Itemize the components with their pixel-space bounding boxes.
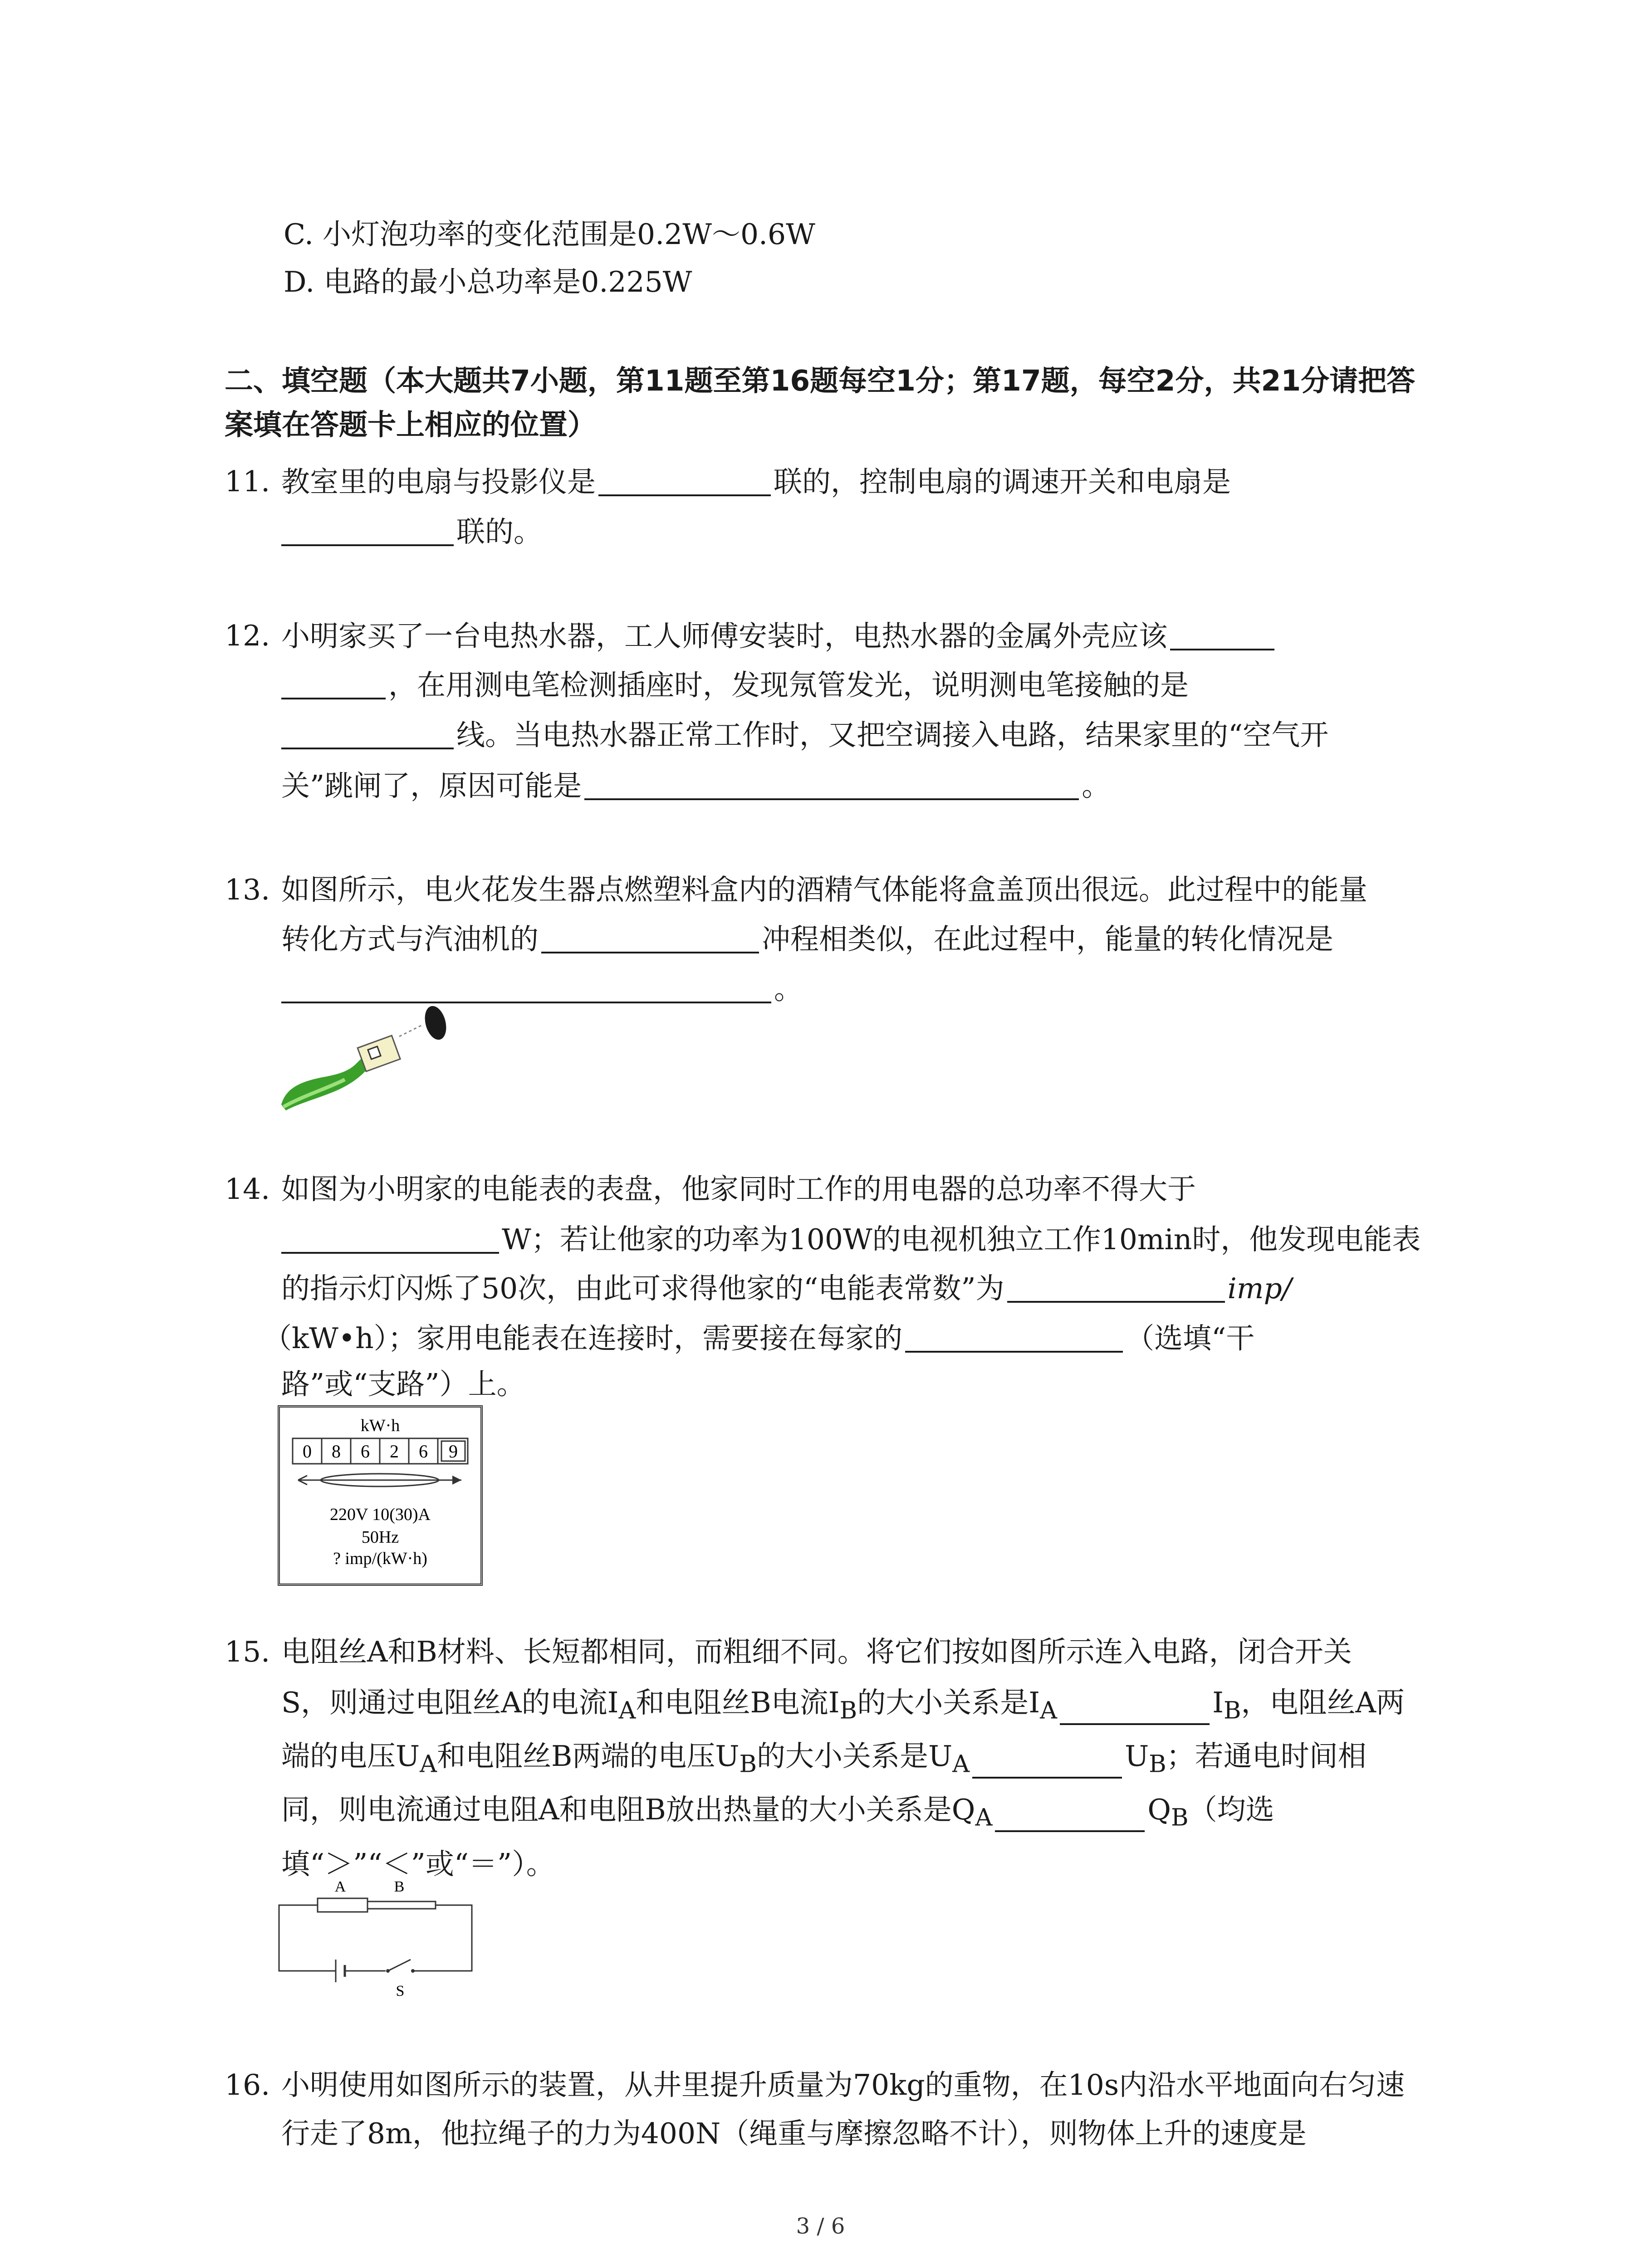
- q15-line5: 填“＞”“＜”或“＝”）。: [281, 1848, 555, 1881]
- q16-line2: 行走了8m，他拉绳子的力为400N（绳重与摩擦忽略不计），则物体上升的速度是: [281, 2117, 1307, 2150]
- meter-frequency: 50Hz: [361, 1528, 399, 1547]
- q14-blank-3[interactable]: [905, 1324, 1123, 1353]
- q12-number: 12.: [225, 619, 270, 652]
- q12-line1: [281, 620, 1277, 653]
- q15-text-g: 和电阻丝B两端的电压U: [437, 1740, 740, 1773]
- q12-blank-2[interactable]: [281, 720, 454, 749]
- q15-text-m: （均选: [1188, 1793, 1274, 1826]
- q15-sub: B: [739, 1750, 757, 1778]
- section-heading-line1: 二、填空题（本大题共7小题，第11题至第16题每空1分；第17题，每空2分，共21分请把答: [225, 364, 1416, 397]
- battery-icon: [336, 1960, 386, 1982]
- q15-sub: A: [975, 1804, 993, 1832]
- electricity-meter-dial: [280, 1408, 480, 1584]
- meter-rating: 220V 10(30)A: [329, 1505, 431, 1524]
- meter-digit: 0: [303, 1441, 312, 1461]
- q15-text-l: Q: [1147, 1793, 1171, 1826]
- q14-line5: 路”或“支路”）上。: [281, 1368, 525, 1401]
- q11-text-c: 联的。: [456, 515, 542, 548]
- q12-blank-1b[interactable]: [281, 670, 386, 699]
- q14-text-e: （kW•h）；家用电能表在连接时，需要接在每家的: [263, 1322, 903, 1355]
- q14-text-d: imp/: [1227, 1272, 1292, 1305]
- meter-indicator-arrow: [298, 1474, 461, 1486]
- q16-number: 16.: [225, 2068, 270, 2102]
- q14-text-c: 的指示灯闪烁了50次，由此可求得他家的“电能表常数”为: [281, 1272, 1004, 1305]
- q15-text-k: 同，则电流通过电阻A和电阻B放出热量的大小关系是Q: [281, 1793, 975, 1826]
- q11-line2: [281, 517, 542, 546]
- meter-constant: ? imp/(kW·h): [333, 1549, 427, 1568]
- q11-blank-1[interactable]: [598, 467, 771, 496]
- meter-digit: 8: [332, 1441, 341, 1461]
- q12-text-d: 关”跳闸了，原因可能是: [281, 769, 582, 802]
- meter-digit: 9: [449, 1441, 458, 1461]
- section-heading-line2: 案填在答题卡上相应的位置）: [225, 408, 596, 441]
- resistor-b: [367, 1901, 436, 1909]
- q14-line1: 如图为小明家的电能表的表盘，他家同时工作的用电器的总功率不得大于: [281, 1173, 1196, 1206]
- q15-sub: B: [1223, 1696, 1241, 1725]
- q11-number: 11.: [225, 465, 270, 498]
- spark-generator-figure: [272, 998, 463, 1116]
- q15-text-d: I: [1212, 1686, 1224, 1719]
- q15-text-a: S，则通过电阻丝A的电流I: [281, 1686, 619, 1719]
- q15-text-e: ，电阻丝A两: [1241, 1686, 1405, 1719]
- q15-number: 15.: [225, 1635, 270, 1668]
- q13-line1: 如图所示，电火花发生器点燃塑料盒内的酒精气体能将盒盖顶出很远。此过程中的能量: [281, 873, 1367, 906]
- q15-line1: 电阻丝A和B材料、长短都相同，而粗细不同。将它们按如图所示连入电路，闭合开关: [281, 1635, 1352, 1668]
- q14-blank-1[interactable]: [281, 1225, 499, 1254]
- q13-text-a: 转化方式与汽油机的: [281, 923, 539, 956]
- q15-sub: A: [952, 1750, 970, 1778]
- q15-sub: B: [1149, 1750, 1166, 1778]
- meter-digit: 6: [361, 1441, 370, 1461]
- page-number: 3 / 6: [796, 2214, 845, 2239]
- meter-digit: 2: [390, 1441, 399, 1461]
- q12-blank-3[interactable]: [584, 771, 1079, 800]
- q11-text-b: 联的，控制电扇的调速开关和电扇是: [774, 465, 1231, 499]
- q14-blank-2[interactable]: [1007, 1274, 1225, 1303]
- q15-sub: A: [420, 1750, 437, 1778]
- resistor-b-label: B: [394, 1878, 405, 1895]
- q15-blank-2[interactable]: [972, 1750, 1122, 1779]
- q13-blank-1[interactable]: [541, 924, 759, 953]
- q10-option-d: D. 电路的最小总功率是0.225W: [284, 265, 692, 298]
- q15-text-f: 端的电压U: [281, 1740, 420, 1773]
- q12-text-b: ，在用测电笔检测插座时，发现氖管发光，说明测电笔接触的是: [388, 669, 1189, 702]
- q15-text-b: 和电阻丝B电流I: [636, 1686, 840, 1719]
- q12-text-e: 。: [1082, 769, 1111, 802]
- q12-text-a: 小明家买了一台电热水器，工人师傅安装时，电热水器的金属外壳应该: [281, 620, 1167, 653]
- q15-blank-3[interactable]: [995, 1803, 1145, 1832]
- circuit-diagram: [272, 1873, 481, 2000]
- q15-sub: B: [1171, 1804, 1189, 1832]
- q11-blank-2[interactable]: [281, 517, 454, 546]
- switch-icon: [386, 1960, 415, 1973]
- q15-line2: [281, 1688, 1405, 1725]
- q14-line4: [263, 1324, 1254, 1353]
- q12-line2: [281, 669, 1189, 702]
- electricity-meter-figure: [278, 1405, 483, 1586]
- q15-sub: A: [1040, 1696, 1058, 1725]
- q15-sub: A: [618, 1696, 636, 1725]
- q14-number: 14.: [225, 1173, 270, 1206]
- wire-left: [279, 1905, 336, 1971]
- q11-line1: [281, 465, 1231, 499]
- q15-blank-1[interactable]: [1060, 1696, 1210, 1725]
- q13-line2: [281, 923, 1333, 956]
- q12-line4: [281, 771, 1110, 800]
- meter-unit: kW·h: [360, 1416, 400, 1435]
- q13-text-c: 。: [774, 973, 803, 1006]
- q14-line3: [281, 1274, 1292, 1303]
- q16-line1: 小明使用如图所示的装置，从井里提升质量为70kg的重物，在10s内沿水平地面向右匀速: [281, 2068, 1405, 2102]
- q13-text-b: 冲程相类似，在此过程中，能量的转化情况是: [762, 923, 1333, 956]
- q15-sub: B: [839, 1696, 857, 1725]
- q14-text-f: （选填“干: [1126, 1322, 1255, 1355]
- q12-line3: [281, 719, 1329, 752]
- switch-label: S: [396, 1983, 405, 1999]
- resistor-a: [318, 1898, 367, 1912]
- q13-number: 13.: [225, 873, 270, 906]
- q15-line3: [281, 1742, 1367, 1779]
- q12-blank-1a[interactable]: [1170, 621, 1274, 650]
- q12-text-c: 线。当电热水器正常工作时，又把空调接入电路，结果家里的“空气开: [456, 719, 1329, 752]
- q14-line2: [281, 1225, 1421, 1254]
- meter-digit: 6: [419, 1441, 428, 1461]
- q11-text-a: 教室里的电扇与投影仪是: [281, 465, 596, 499]
- meter-digits: [293, 1438, 468, 1464]
- q14-text-b: W；若让他家的功率为100W的电视机独立工作10min时，他发现电能表: [502, 1223, 1421, 1256]
- q15-line4: [281, 1795, 1274, 1832]
- q15-text-c: 的大小关系是I: [857, 1686, 1040, 1719]
- q15-text-j: ；若通电时间相: [1166, 1740, 1367, 1773]
- q15-text-i: U: [1125, 1740, 1149, 1773]
- resistor-a-label: A: [334, 1878, 346, 1895]
- wire-right: [413, 1905, 472, 1971]
- q15-text-h: 的大小关系是U: [757, 1740, 953, 1773]
- q10-option-c: C. 小灯泡功率的变化范围是0.2W～0.6W: [284, 218, 815, 251]
